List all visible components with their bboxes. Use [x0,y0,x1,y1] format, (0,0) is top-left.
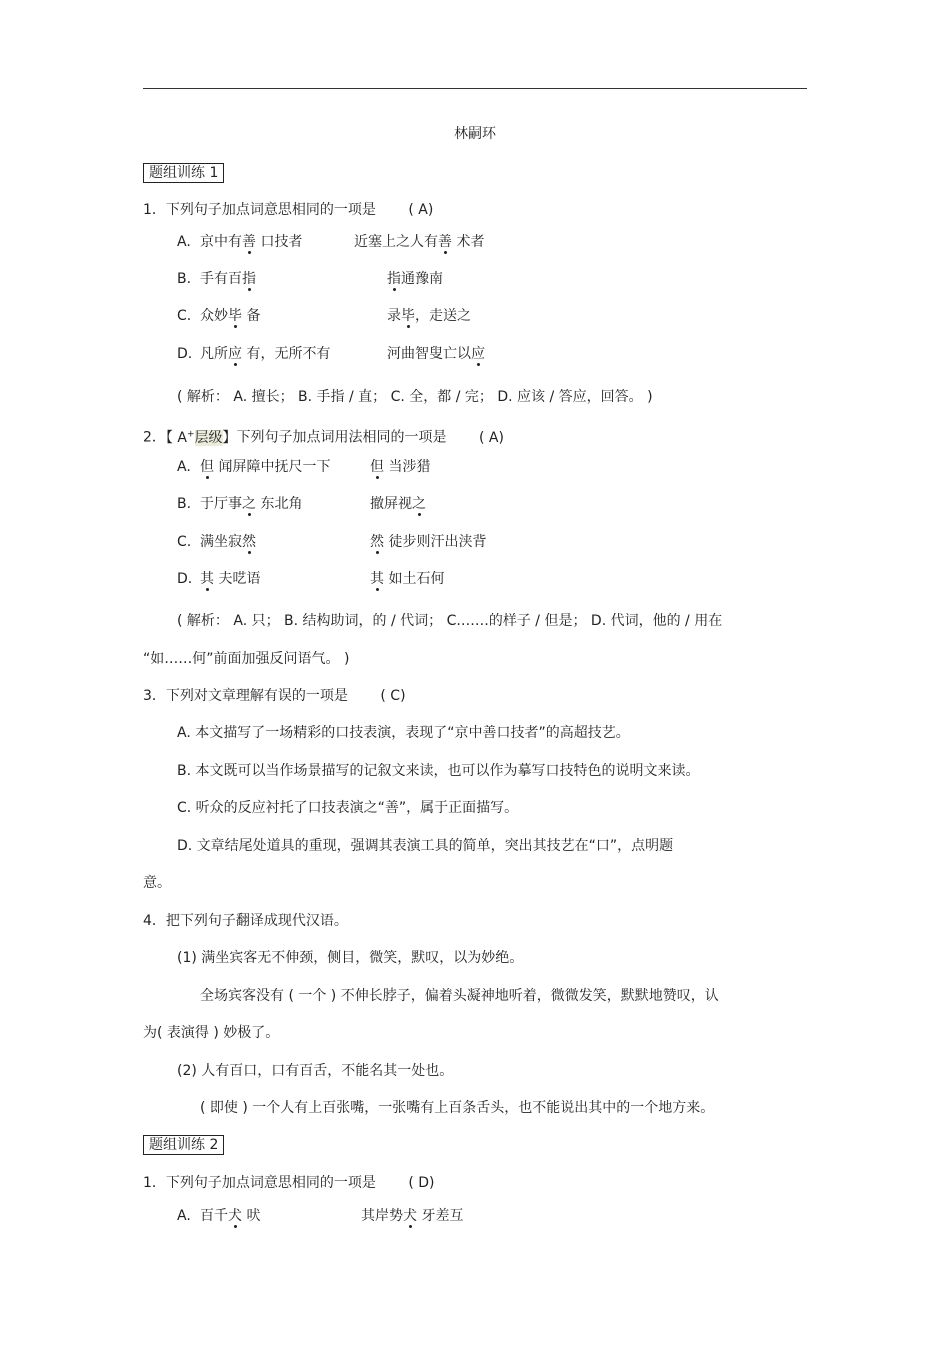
q4-answer-2: ( 即使 ) 一个人有上百张嘴，一张嘴有上百条舌头，也不能说出其中的一个地方来。 [200,1100,715,1116]
q3-option-d: D. 文章结尾处道具的重现，强调其表演工具的简单，突出其技艺在“口”，点明题 [177,838,674,854]
question-1 [143,200,433,220]
question-stem: 1．下列句子加点词意思相同的一项是 [143,202,376,218]
option-right: 近塞上之人有善 术者 [354,234,485,250]
q2-analysis-line2: “如……何”前面加强反问语气。 ) [143,651,350,667]
group-label: 题组训练 1 [143,163,224,183]
q3-option-b: B. 本文既可以当作场景描写的记叙文来读，也可以作为摹写口技特色的说明文来读。 [177,763,700,779]
option-letter: B. [177,271,192,287]
question-answer: ( A) [478,429,504,446]
option-right: 指通豫南 [387,271,443,287]
q4-answer-1-line2: 为( 表演得 ) 妙极了。 [143,1025,280,1041]
q4-sentence-2: (2) 人有百口，口有百舌，不能名其一处也。 [177,1063,454,1079]
option-letter: A. [177,459,191,475]
option-right: 录毕，走送之 [387,308,471,324]
option-right: 撤屏视之 [370,496,426,512]
option-right: 其 如土石何 [370,571,445,587]
option-right: 但 当涉猎 [370,459,431,475]
question-stem: 1．下列句子加点词意思相同的一项是 [143,1175,376,1191]
option-letter: D. [177,571,193,587]
q4-answer-1-line1: 全场宾客没有 ( 一个 ) 不伸长脖子，偏着头凝神地听着，微微发笑，默默地赞叹，认 [200,988,719,1004]
option-left: 满坐寂然 [200,534,256,550]
page-title: 林嗣环 [454,126,496,142]
option-left: 京中有善 口技者 [200,234,303,250]
question-answer: ( C) [380,688,406,704]
question-answer: ( A) [408,202,434,218]
option-left: 但 闻屏障中抚尺一下 [200,459,331,475]
q4-sentence-1: (1) 满坐宾客无不伸颈，侧目，微笑，默叹，以为妙绝。 [177,950,524,966]
level-tag: 【 A+层级】 [165,429,237,446]
question-2: 2．【 A+层级】下列句子加点词用法相同的一项是 ( A) [143,429,504,446]
question-stem: 下列句子加点词用法相同的一项是 [236,429,447,446]
option-left: 凡所应 有，无所不有 [200,346,331,362]
option-left: 于厅事之 东北角 [200,496,303,512]
option-letter: C. [177,534,192,550]
option-letter: D. [177,346,193,362]
header-rule [143,88,807,89]
option-left: 百千犬 吠 [200,1208,261,1224]
g2-question-1 [143,1173,435,1193]
option-left: 众妙毕 备 [200,308,261,324]
q3-option-c: C. 听众的反应衬托了口技表演之“善”，属于正面描写。 [177,800,519,816]
option-right: 然 徒步则汗出浃背 [370,534,487,550]
q2-analysis-line1: ( 解析： A. 只； B. 结构助词，的 / 代词； C.……的样子 / 但是； D. 代词，他的 / 用在 [177,613,723,629]
question-3 [143,686,406,706]
q3-option-d-cont: 意。 [143,875,171,891]
option-right: 其岸势犬 牙差互 [361,1208,464,1224]
q3-option-a: A. 本文描写了一场精彩的口技表演，表现了“京中善口技者”的高超技艺。 [177,725,630,741]
question-answer: ( D) [408,1175,435,1191]
group-label-2: 题组训练 2 [143,1135,224,1155]
q1-analysis: ( 解析： A. 擅长； B. 手指 / 直； C. 全，都 / 完； D. 应该 / 答应，回答。 ) [177,389,653,405]
option-right: 河曲智叟亡以应 [387,346,485,362]
option-letter: A. [177,234,191,250]
option-letter: C. [177,308,192,324]
question-stem: 3．下列对文章理解有误的一项是 [143,688,348,704]
option-left: 其 夫呓语 [200,571,261,587]
option-left: 手有百指 [200,271,256,287]
question-4: 4．把下列句子翻译成现代汉语。 [143,913,348,929]
option-letter: B. [177,496,192,512]
option-letter: A. [177,1208,191,1224]
